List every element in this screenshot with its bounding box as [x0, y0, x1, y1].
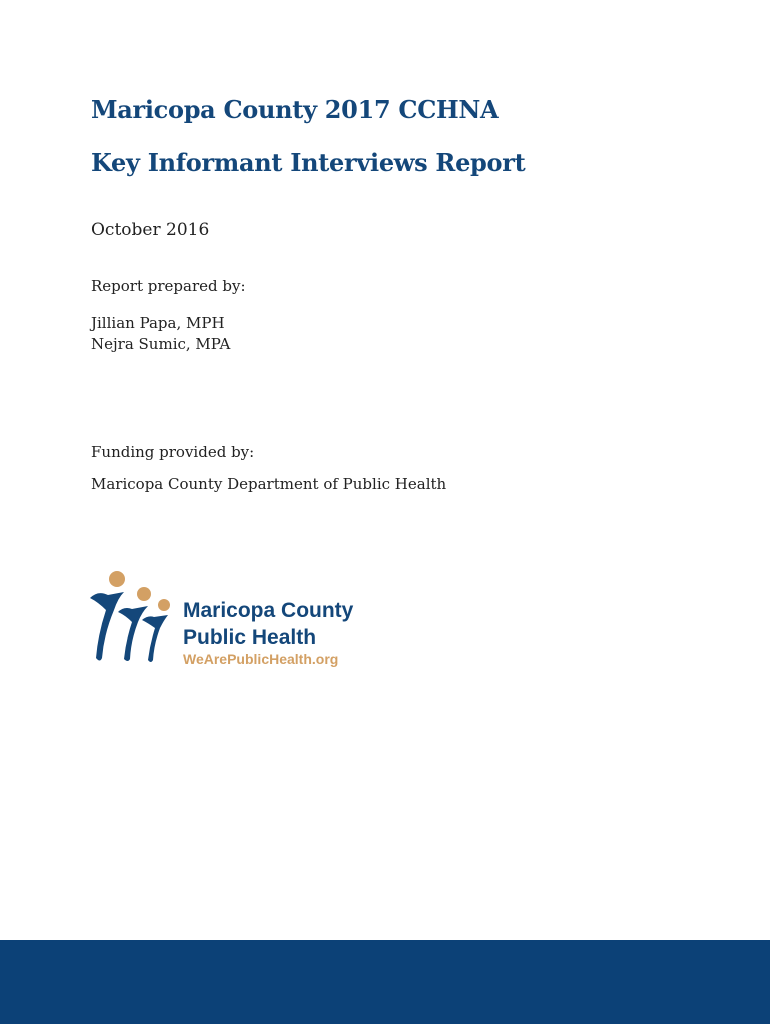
report-date: October 2016 — [91, 220, 210, 240]
funder-name: Maricopa County Department of Public Health — [91, 475, 447, 493]
author-2: Nejra Sumic, MPA — [91, 335, 231, 353]
logo-text-line-2: Public Health — [183, 626, 317, 649]
author-1: Jillian Papa, MPH — [91, 314, 225, 332]
three-people-figures-icon — [90, 571, 170, 662]
report-title-line-1: Maricopa County 2017 CCHNA — [91, 95, 499, 124]
logo-text-line-1: Maricopa County — [183, 599, 354, 622]
logo-url: WeArePublicHealth.org — [183, 651, 339, 667]
report-title-line-2: Key Informant Interviews Report — [91, 148, 526, 177]
funding-label: Funding provided by: — [91, 443, 255, 461]
prepared-by-label: Report prepared by: — [91, 277, 246, 295]
footer-band — [0, 940, 770, 1024]
